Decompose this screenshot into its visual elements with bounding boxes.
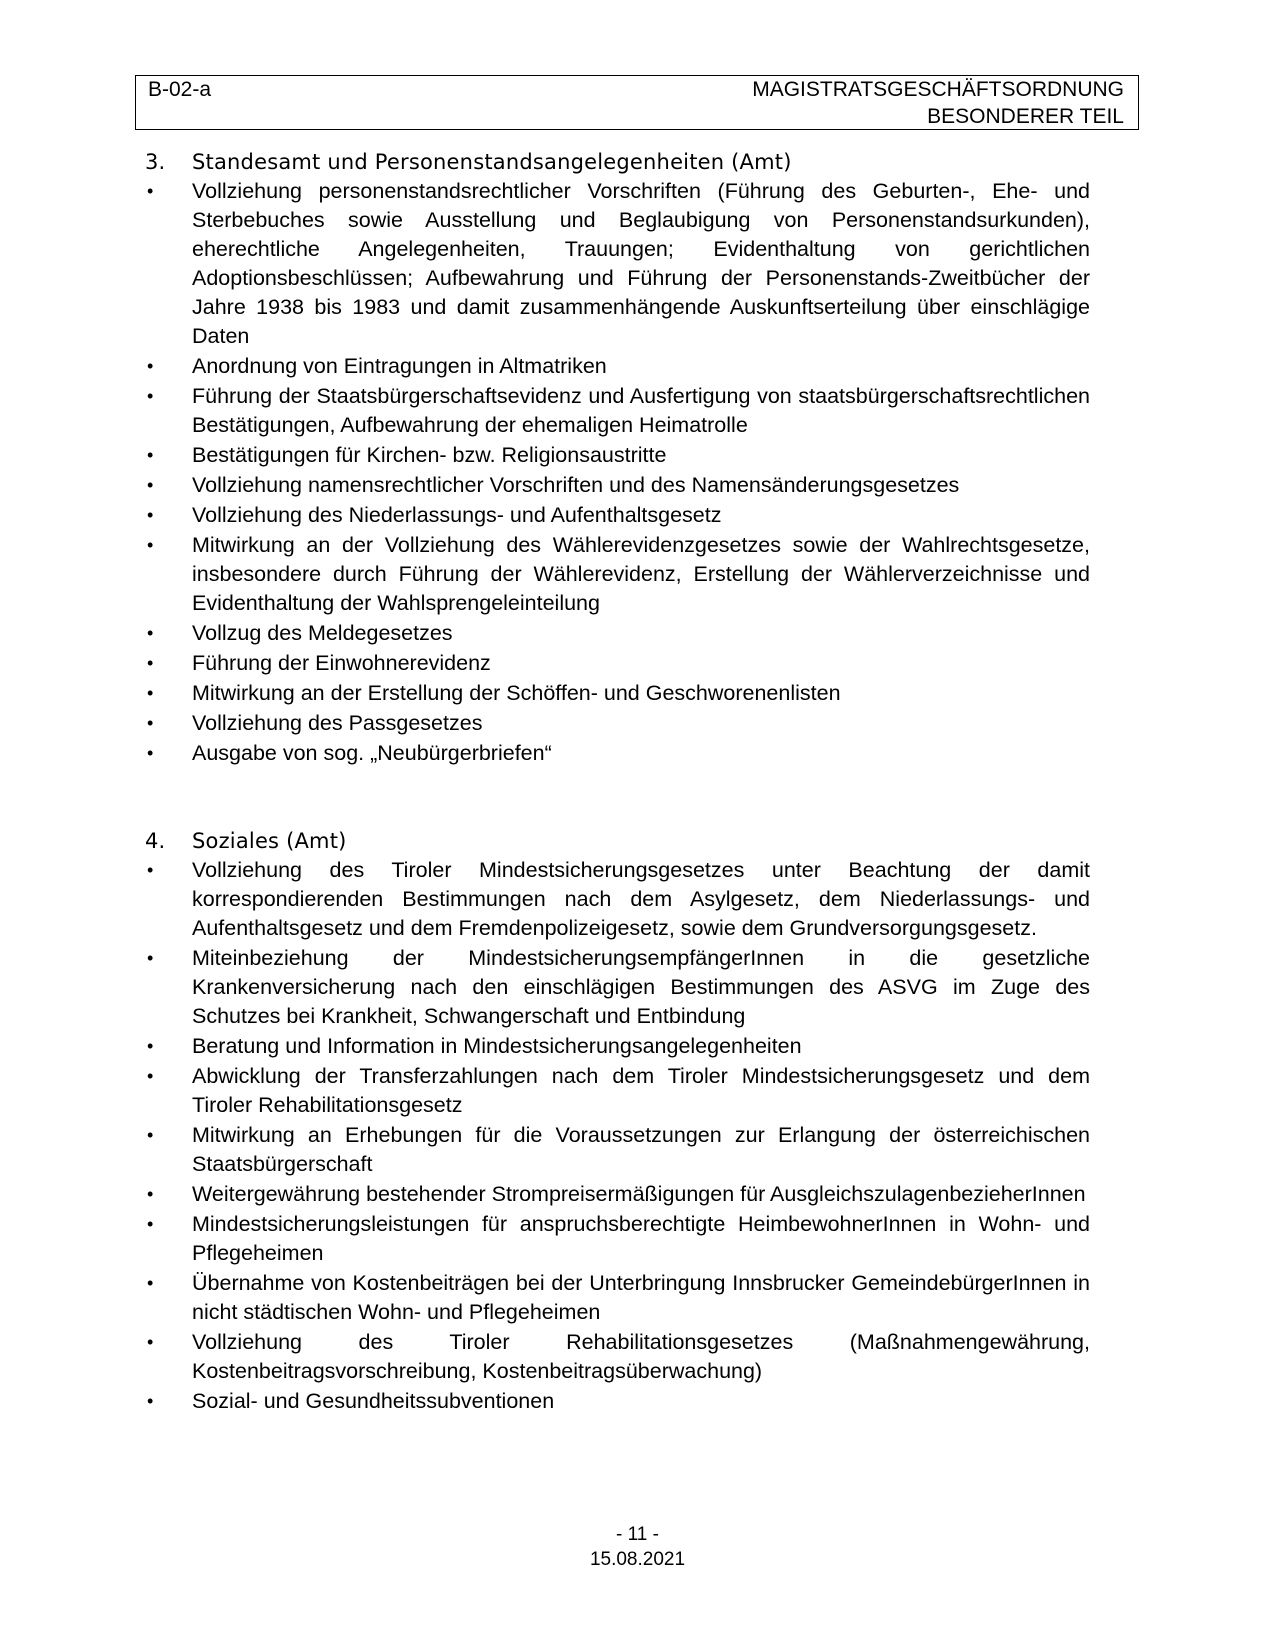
list-item [145, 531, 1090, 618]
bullet-icon: • [147, 653, 154, 673]
list-item-text: Bestätigungen für Kirchen- bzw. Religionsaustritte [192, 443, 667, 467]
list-item-text: Vollziehung personenstandsrechtlicher Vorschriften (Führung des Geburten-, Ehe- und Sterbebuches sowie Ausstellung und Beglaubigung von Personenstandsurkunden), eherechtliche Angelegenheiten, Trauungen; Evidenthaltung von gerichtlichen Adoptionsbeschlüssen; Aufbewahrung und Führung der Personenstands-Zweitbücher der Jahre 1938 bis 1983 und damit zusammenhängende Auskunftserteilung über einschlägige Daten [192, 179, 1090, 348]
list-item [145, 944, 1090, 1031]
list-item-text: Mitwirkung an der Erstellung der Schöffen- und Geschworenenlisten [192, 681, 841, 705]
list-item-text: Vollziehung des Tiroler Rehabilitationsgesetzes (Maßnahmengewährung, Kostenbeitragsvorschreibung, Kostenbeitragsüberwachung) [192, 1330, 1090, 1383]
list-item [145, 1032, 1090, 1061]
list-item-text: Ausgabe von sog. „Neubürgerbriefen“ [192, 741, 552, 765]
list-item [145, 471, 1090, 500]
bullet-icon: • [147, 1332, 154, 1352]
list-item [145, 501, 1090, 530]
list-item-text: Mindestsicherungsleistungen für anspruchsberechtigte HeimbewohnerInnen in Wohn- und Pflegeheimen [192, 1212, 1090, 1265]
section-title: Standesamt und Personenstandsangelegenheiten (Amt) [192, 150, 792, 174]
section-4-list [145, 856, 1090, 1416]
list-item-text: Miteinbeziehung der MindestsicherungsempfängerInnen in die gesetzliche Krankenversicherung nach den einschlägigen Bestimmungen des ASVG im Zuge des Schutzes bei Krankheit, Schwangerschaft und Entbindung [192, 946, 1090, 1028]
bullet-icon: • [147, 181, 154, 201]
section-heading [145, 148, 1090, 177]
list-item-text: Vollzug des Meldegesetzes [192, 621, 453, 645]
section-number: 4. [145, 829, 166, 853]
bullet-icon: • [147, 623, 154, 643]
bullet-icon: • [147, 445, 154, 465]
list-item-text: Abwicklung der Transferzahlungen nach dem Tiroler Mindestsicherungsgesetz und dem Tiroler Rehabilitationsgesetz [192, 1064, 1090, 1117]
document-title-line-1: MAGISTRATSGESCHÄFTSORDNUNG [752, 78, 1124, 101]
document-code: B-02-a [148, 78, 212, 101]
list-item-text: Führung der Einwohnerevidenz [192, 651, 491, 675]
list-item-text: Weitergewährung bestehender Strompreisermäßigungen für AusgleichszulagenbezieherInnen [192, 1182, 1086, 1206]
bullet-icon: • [147, 743, 154, 763]
list-item-text: Beratung und Information in Mindestsicherungsangelegenheiten [192, 1034, 802, 1058]
bullet-icon: • [147, 475, 154, 495]
list-item-text: Anordnung von Eintragungen in Altmatriken [192, 354, 607, 378]
bullet-icon: • [147, 1066, 154, 1086]
list-item [145, 856, 1090, 943]
list-item [145, 1210, 1090, 1268]
list-item [145, 679, 1090, 708]
bullet-icon: • [147, 535, 154, 555]
section-number: 3. [145, 150, 166, 174]
list-item [145, 1269, 1090, 1327]
bullet-icon: • [147, 1125, 154, 1145]
list-item [145, 649, 1090, 678]
document-title [752, 76, 1124, 130]
page-number: - 11 - [616, 1524, 659, 1545]
list-item-text: Vollziehung des Tiroler Mindestsicherungsgesetzes unter Beachtung der damit korrespondierenden Bestimmungen nach dem Asylgesetz, dem Niederlassungs- und Aufenthaltsgesetz und dem Fremdenpolizeigesetz, sowie dem Grundversorgungsgesetz. [192, 858, 1090, 940]
list-item [145, 382, 1090, 440]
list-item [145, 352, 1090, 381]
list-item-text: Sozial- und Gesundheitssubventionen [192, 1389, 555, 1413]
list-item-text: Mitwirkung an der Vollziehung des Wählerevidenzgesetzes sowie der Wahlrechtsgesetze, insbesondere durch Führung der Wählerevidenz, Erstellung der Wählerverzeichnisse und Evidenthaltung der Wahlsprengeleinteilung [192, 533, 1090, 615]
list-item [145, 1387, 1090, 1416]
page-body [145, 148, 1090, 1417]
bullet-icon: • [147, 1391, 154, 1411]
list-item [145, 619, 1090, 648]
section-spacer [145, 769, 1090, 827]
bullet-icon: • [147, 713, 154, 733]
list-item-text: Vollziehung des Niederlassungs- und Aufenthaltsgesetz [192, 503, 722, 527]
section-3-list [145, 177, 1090, 768]
bullet-icon: • [147, 1184, 154, 1204]
section-heading [145, 827, 1090, 856]
list-item [145, 739, 1090, 768]
section-title: Soziales (Amt) [192, 829, 347, 853]
list-item-text: Mitwirkung an Erhebungen für die Voraussetzungen zur Erlangung der österreichischen Staatsbürgerschaft [192, 1123, 1090, 1176]
list-item [145, 177, 1090, 351]
bullet-icon: • [147, 948, 154, 968]
section-4 [145, 827, 1090, 1416]
section-3 [145, 148, 1090, 768]
bullet-icon: • [147, 1036, 154, 1056]
list-item [145, 1180, 1090, 1209]
bullet-icon: • [147, 386, 154, 406]
list-item [145, 1328, 1090, 1386]
list-item-text: Vollziehung namensrechtlicher Vorschriften und des Namensänderungsgesetzes [192, 473, 960, 497]
bullet-icon: • [147, 505, 154, 525]
list-item [145, 1121, 1090, 1179]
list-item-text: Führung der Staatsbürgerschaftsevidenz und Ausfertigung von staatsbürgerschaftsrechtlichen Bestätigungen, Aufbewahrung der ehemaligen Heimatrolle [192, 384, 1090, 437]
bullet-icon: • [147, 1214, 154, 1234]
bullet-icon: • [147, 356, 154, 376]
document-title-line-2: BESONDERER TEIL [927, 105, 1124, 128]
list-item [145, 709, 1090, 738]
footer-date: 15.08.2021 [589, 1549, 686, 1570]
bullet-icon: • [147, 1273, 154, 1293]
bullet-icon: • [147, 860, 154, 880]
list-item-text: Übernahme von Kostenbeiträgen bei der Unterbringung Innsbrucker GemeindebürgerInnen in nicht städtischen Wohn- und Pflegeheimen [192, 1271, 1090, 1324]
page-header [135, 75, 1139, 130]
list-item [145, 1062, 1090, 1120]
page-footer [0, 1522, 1275, 1572]
list-item [145, 441, 1090, 470]
bullet-icon: • [147, 683, 154, 703]
list-item-text: Vollziehung des Passgesetzes [192, 711, 483, 735]
